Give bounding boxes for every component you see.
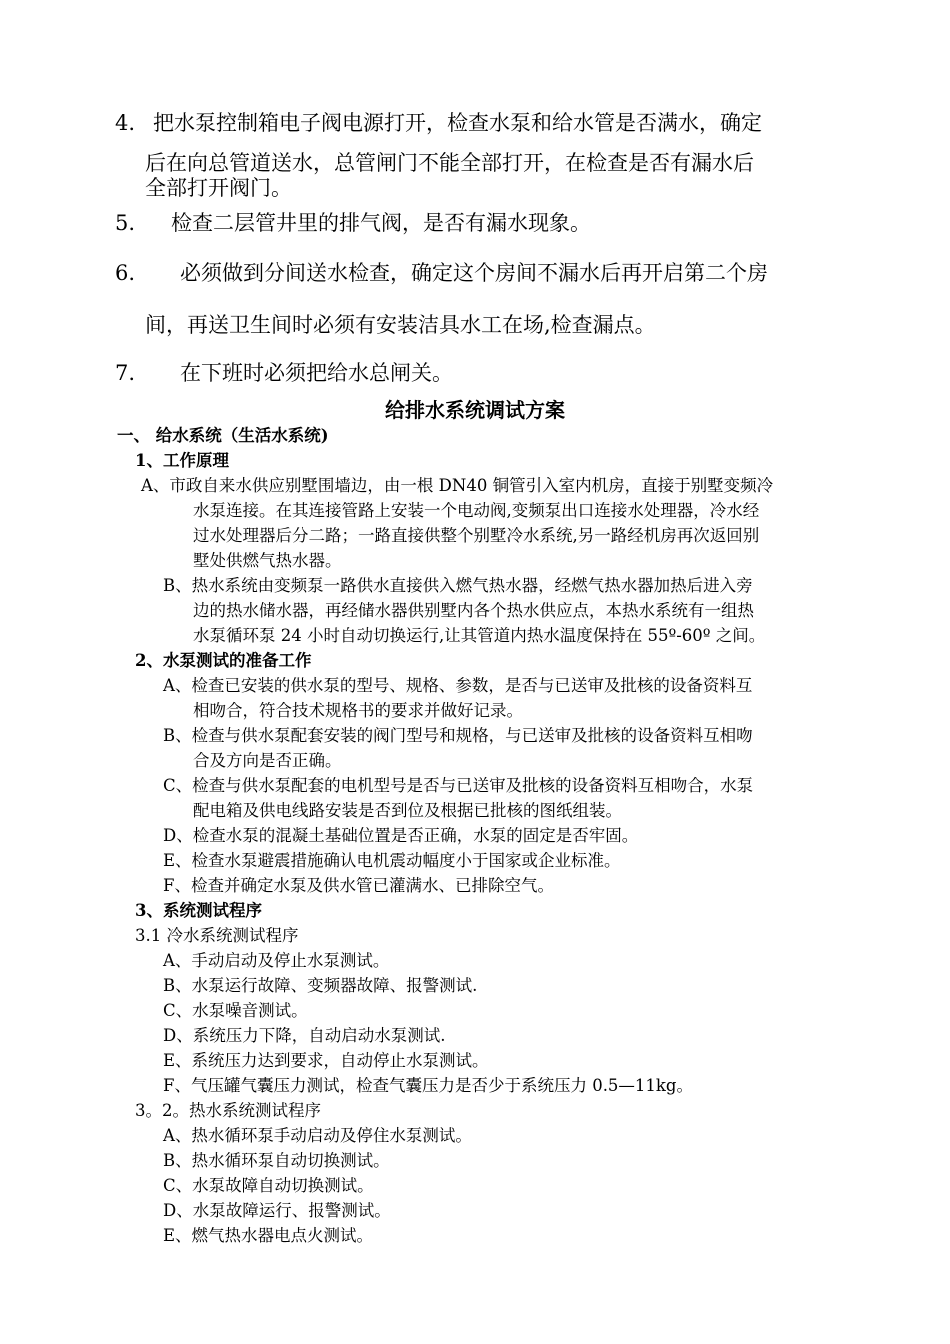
list-text-line: 间，再送卫生间时必须有安装洁具水工在场,检查漏点。: [145, 313, 656, 337]
list-text: 在下班时必须把给水总闸关。: [180, 361, 454, 385]
list-item: E、检查水泵避震措施确认电机震动幅度小于国家或企业标准。: [163, 851, 621, 870]
hot-system-heading: 3。2。热水系统测试程序: [135, 1101, 321, 1120]
list-number: 6.: [115, 261, 136, 285]
list-number: 4.: [115, 111, 136, 135]
list-item: D、水泵故障运行、报警测试。: [163, 1201, 391, 1220]
paragraph-line: 过水处理器后分二路；一路直接供整个别墅冷水系统,另一路经机房再次返回别: [193, 526, 760, 545]
subsection-heading: 3、系统测试程序: [135, 901, 262, 920]
list-item: C、水泵故障自动切换测试。: [163, 1176, 374, 1195]
document-title: 给排水系统调试方案: [385, 398, 565, 422]
list-text-line: 后在向总管道送水，总管闸门不能全部打开，在检查是否有漏水后: [145, 151, 754, 175]
list-item: D、系统压力下降，自动启动水泵测试.: [163, 1026, 446, 1045]
list-item: A、热水循环泵手动启动及停住水泵测试。: [163, 1126, 472, 1145]
list-item-4: [115, 104, 762, 142]
list-item: F、检查并确定水泵及供水管已灌满水、已排除空气。: [163, 876, 554, 895]
list-item: C、水泵噪音测试。: [163, 1001, 308, 1020]
list-item: A、手动启动及停止水泵测试。: [163, 951, 390, 970]
list-item: B、水泵运行故障、变频器故障、报警测试.: [163, 976, 478, 995]
subsection-heading: 2、水泵测试的准备工作: [135, 651, 312, 670]
paragraph-line: 水泵循环泵 24 小时自动切换运行,让其管道内热水温度保持在 55º-60º 之间。: [193, 626, 766, 645]
list-text: 必须做到分间送水检查，确定这个房间不漏水后再开启第二个房: [180, 261, 769, 285]
list-item: C、检查与供水泵配套的电机型号是否与已送审及批核的设备资料互相吻合，水泵: [163, 776, 754, 795]
list-item-5: [115, 204, 591, 242]
cold-system-heading: 3.1 冷水系统测试程序: [135, 926, 299, 945]
paragraph-line: A、市政自来水供应别墅围墙边，由一根 DN40 铜管引入室内机房，直接于别墅变频冷: [141, 476, 774, 495]
section-heading: 一、 给水系统（生活水系统): [117, 426, 329, 445]
list-item: E、系统压力达到要求，自动停止水泵测试。: [163, 1051, 489, 1070]
paragraph-line: B、热水系统由变频泵一路供水直接供入燃气热水器，经燃气热水器加热后进入旁: [163, 576, 753, 595]
list-item: 合及方向是否正确。: [193, 751, 342, 770]
list-item: D、检查水泵的混凝土基础位置是否正确，水泵的固定是否牢固。: [163, 826, 639, 845]
list-item: A、检查已安装的供水泵的型号、规格、参数，是否与已送审及批核的设备资料互: [163, 676, 753, 695]
list-item-6: [115, 254, 768, 292]
paragraph-line: 水泵连接。在其连接管路上安装一个电动阀,变频泵出口连接水处理器，冷水经: [193, 501, 760, 520]
list-item: 配电箱及供电线路安装是否到位及根据已批核的图纸组装。: [193, 801, 622, 820]
list-text-line: 全部打开阀门。: [145, 176, 292, 200]
list-item: B、热水循环泵自动切换测试。: [163, 1151, 390, 1170]
paragraph-line: 墅处供燃气热水器。: [193, 551, 342, 570]
list-number: 7.: [115, 361, 136, 385]
subsection-heading: 1、工作原理: [135, 451, 229, 470]
list-item: F、气压罐气囊压力测试，检查气囊压力是否少于系统压力 0.5—11kg。: [163, 1076, 693, 1095]
list-number: 5.: [115, 211, 136, 235]
paragraph-line: 边的热水储水器，再经储水器供别墅内各个热水供应点，本热水系统有一组热: [193, 601, 754, 620]
list-item-7: [115, 354, 453, 392]
list-item: B、检查与供水泵配套安装的阀门型号和规格，与已送审及批核的设备资料互相吻: [163, 726, 753, 745]
list-item: E、燃气热水器电点火测试。: [163, 1226, 374, 1245]
list-item: 相吻合，符合技术规格书的要求并做好记录。: [193, 701, 523, 720]
list-text: 检查二层管井里的排气阀，是否有漏水现象。: [171, 211, 592, 235]
list-text: 把水泵控制箱电子阀电源打开，检查水泵和给水管是否满水，确定: [153, 111, 763, 135]
